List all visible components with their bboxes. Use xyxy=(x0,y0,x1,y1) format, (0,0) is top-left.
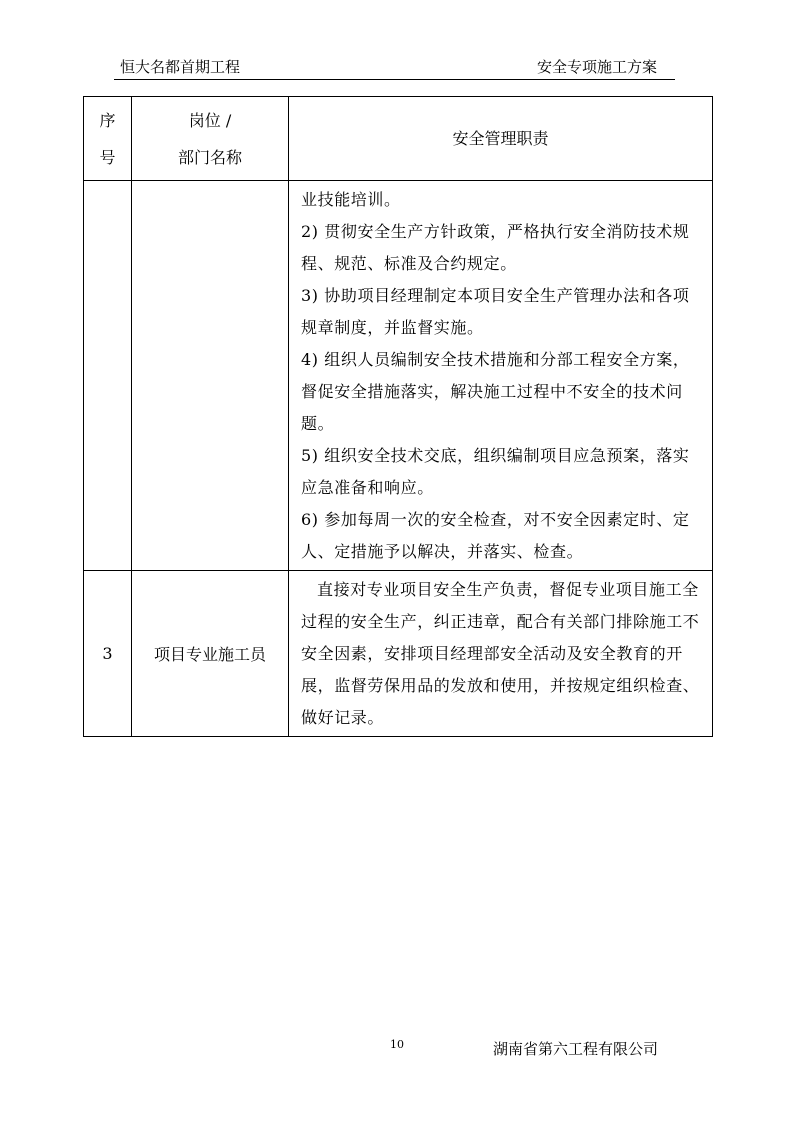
row-3-seq: 3 xyxy=(84,571,132,737)
duty-item: 2) 贯彻安全生产方针政策，严格执行安全消防技术规程、规范、标准及合约规定。 xyxy=(301,222,690,273)
row-3-post: 项目专业施工员 xyxy=(132,571,289,737)
duty-item: 业技能培训。 xyxy=(301,190,401,209)
continued-row-post xyxy=(132,181,289,571)
post-header-line1: 岗位 / xyxy=(188,110,232,130)
column-header-seq xyxy=(84,97,132,181)
header-project-name: 恒大名都首期工程 xyxy=(120,58,241,76)
duty-paragraph: 直接对专业项目安全生产负责，督促专业项目施工全过程的安全生产，纠正违章，配合有关部门排除施工不安全因素，安排项目经理部安全活动及安全教育的开展，监督劳保用品的发放和使用，并按规定组织检查、做好记录。 xyxy=(301,580,700,727)
table-header-row xyxy=(84,97,713,181)
continued-row-duties xyxy=(289,181,713,571)
duty-item: 3) 协助项目经理制定本项目安全生产管理办法和各项规章制度，并监督实施。 xyxy=(301,286,690,337)
header-rule xyxy=(114,79,675,80)
table-row xyxy=(84,571,713,737)
duty-item: 6) 参加每周一次的安全检查，对不安全因素定时、定人、定措施予以解决，并落实、检查。 xyxy=(301,510,690,561)
page-number: 10 xyxy=(390,1038,404,1051)
footer-company: 湖南省第六工程有限公司 xyxy=(493,1040,659,1058)
responsibility-table xyxy=(83,96,713,737)
row-3-duty xyxy=(289,571,713,737)
header-document-title: 安全专项施工方案 xyxy=(537,58,658,76)
seq-header-line2: 号 xyxy=(99,147,116,167)
column-header-post xyxy=(132,97,289,181)
column-header-duty: 安全管理职责 xyxy=(289,97,713,181)
table-row xyxy=(84,181,713,571)
duty-item: 5) 组织安全技术交底，组织编制项目应急预案，落实应急准备和响应。 xyxy=(301,446,690,497)
seq-header-line1: 序 xyxy=(99,110,116,130)
post-header-line2: 部门名称 xyxy=(177,147,242,167)
duty-item: 4) 组织人员编制安全技术措施和分部工程安全方案，督促安全措施落实，解决施工过程中不安全的技术问题。 xyxy=(301,350,690,433)
continued-row-seq xyxy=(84,181,132,571)
